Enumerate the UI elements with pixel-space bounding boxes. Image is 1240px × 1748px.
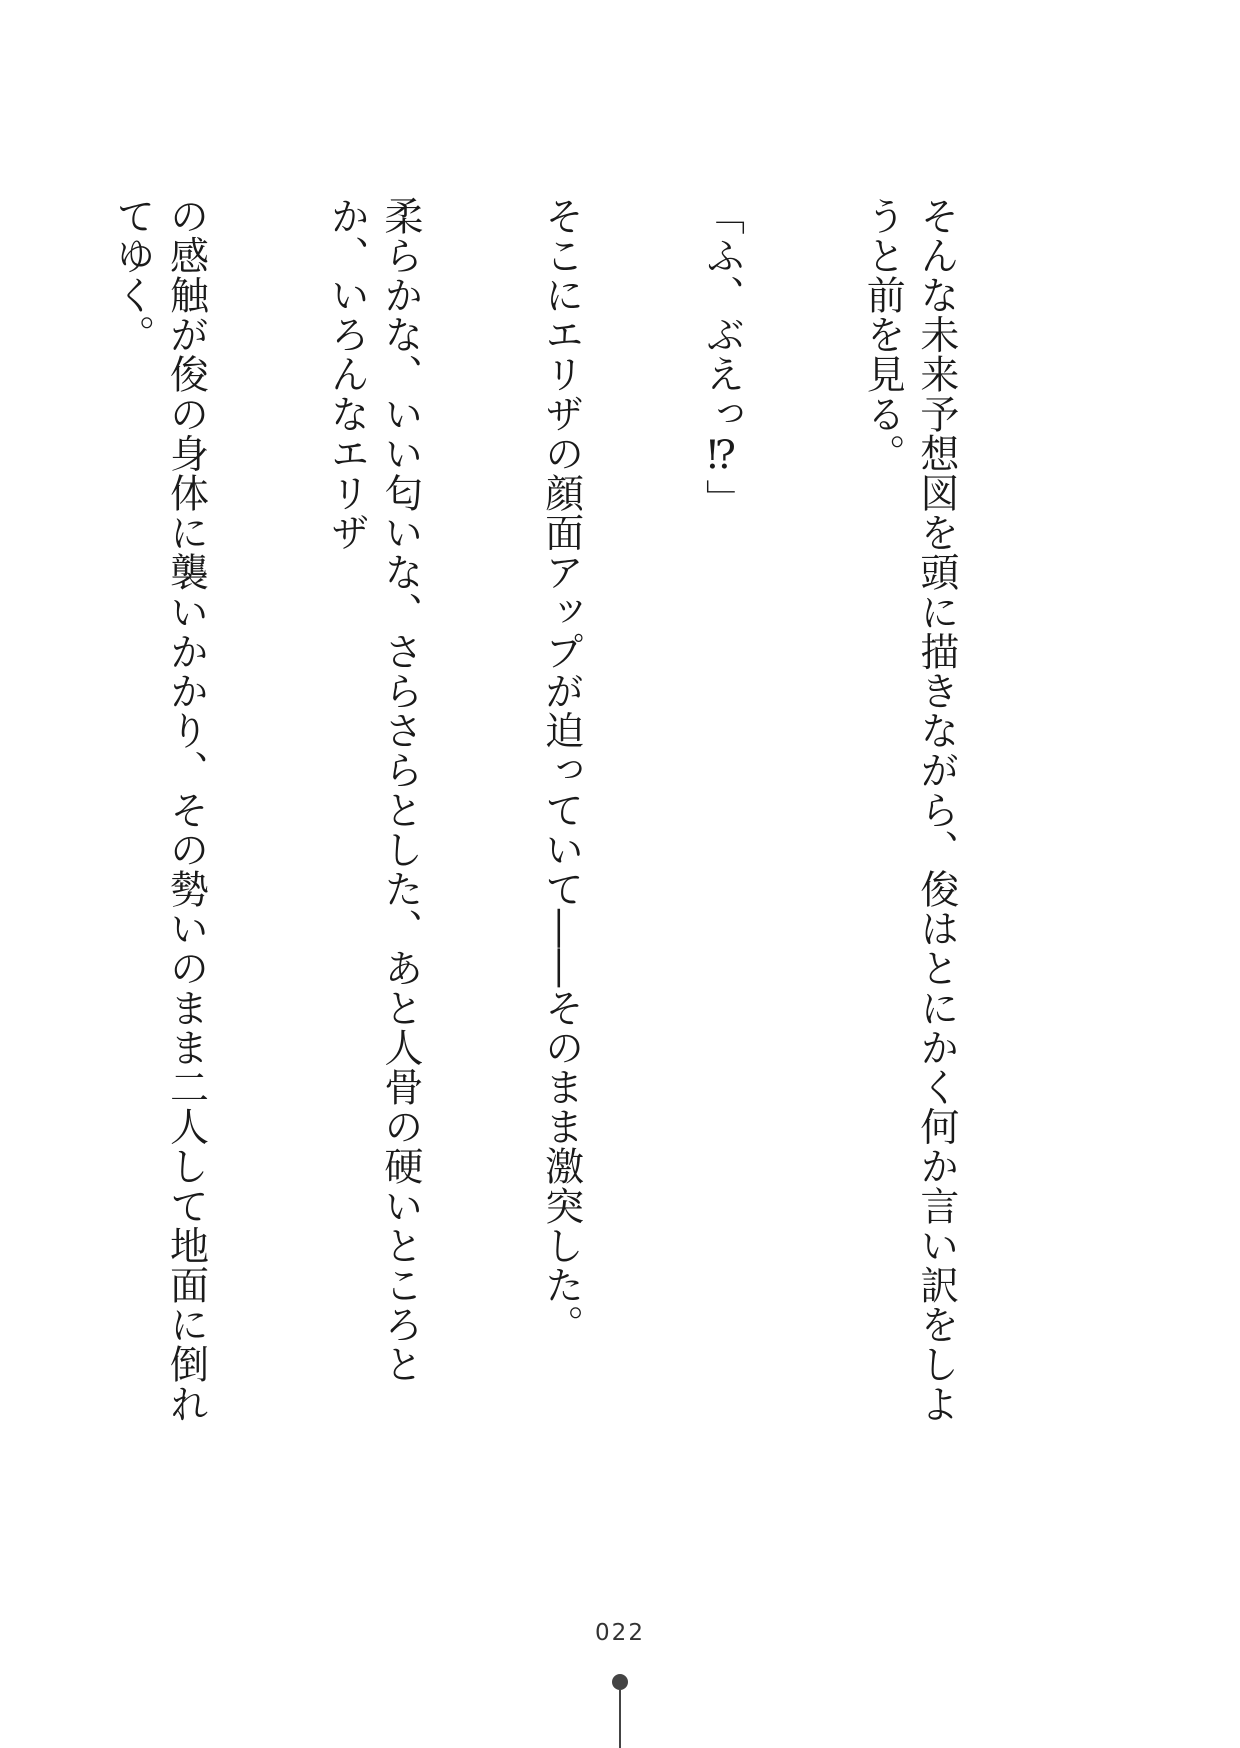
page-marker-line <box>619 1690 621 1748</box>
text-line: の感触が俊の身体に襲いかかり、その勢いのまま二人して地面に倒れてゆく。 <box>110 196 209 1424</box>
page-number: 022 <box>595 1620 645 1646</box>
text-line: 柔らかな、いい匂いな、さらさらとした、あと人骨の硬いところとか、いろんなエリザ <box>324 196 423 1384</box>
text-line: そこにエリザの顔面アップが迫っていて――そのまま激突した。 <box>538 196 584 1345</box>
text-line: そんな未来予想図を頭に描きながら、俊はとにかく何か言い訳をしようと前を見る。 <box>860 196 959 1424</box>
text-line: 「ふ、ぶえっ⁉」 <box>699 196 745 519</box>
novel-text-column-block <box>110 196 1070 1456</box>
page-marker-dot-icon <box>612 1674 628 1690</box>
